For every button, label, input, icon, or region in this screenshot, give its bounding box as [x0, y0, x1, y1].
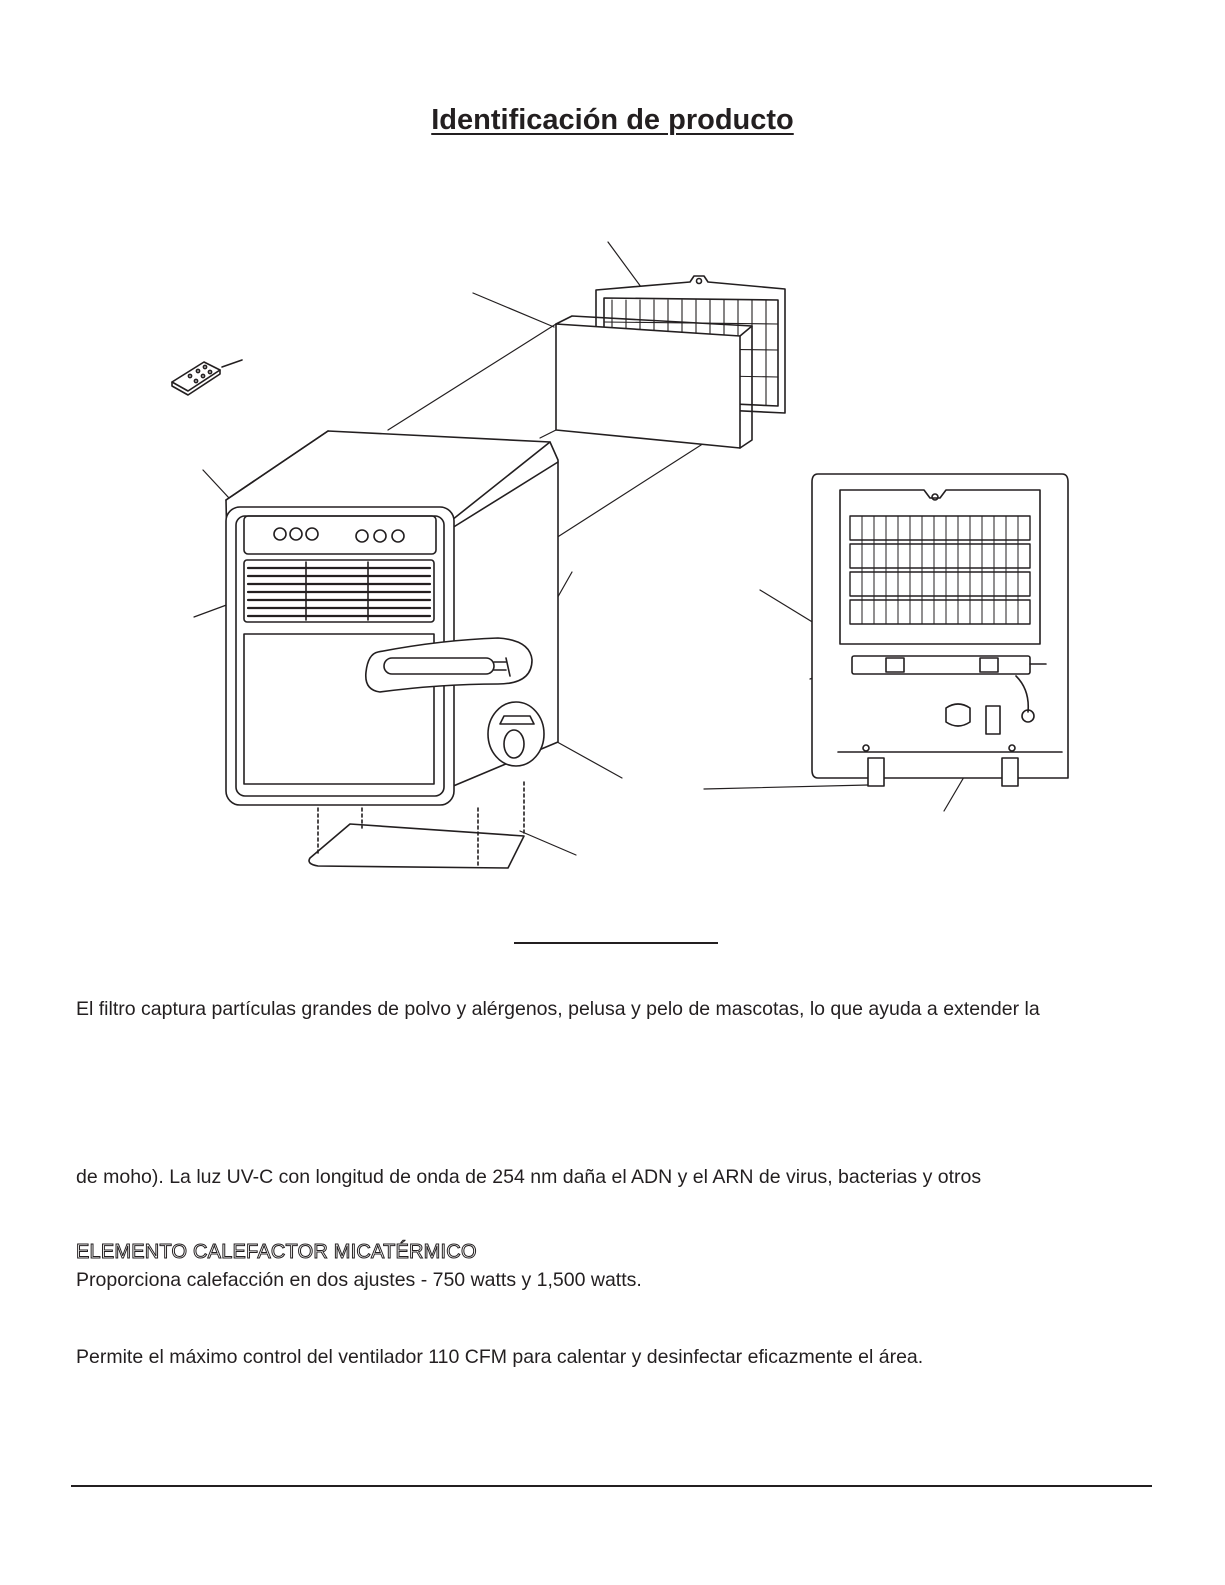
fan-description: Permite el máximo control del ventilador 110 CFM para calentar y desinfectar eficazmente el área.: [76, 1346, 924, 1368]
heater-description: Proporciona calefacción en dos ajustes - 750 watts y 1,500 watts.: [76, 1269, 642, 1291]
section-divider: [514, 942, 718, 944]
remote-control-icon: [172, 360, 242, 395]
panel-filter: [556, 316, 752, 448]
caster-wheel: [488, 702, 544, 766]
uv-description: de moho). La luz UV-C con longitud de onda de 254 nm daña el ADN y el ARN de virus, bacterias y otros: [76, 1166, 982, 1188]
heater-heading: ELEMENTO CALEFACTOR MICATÉRMICO: [76, 1241, 477, 1263]
filter-description: El filtro captura partículas grandes de polvo y alérgenos, pelusa y pelo de mascotas, lo que ayuda a extender la: [76, 998, 1040, 1020]
rear-unit: [812, 474, 1068, 786]
page-title: Identificación de producto: [431, 104, 794, 136]
footer-rule: [71, 1485, 1152, 1487]
